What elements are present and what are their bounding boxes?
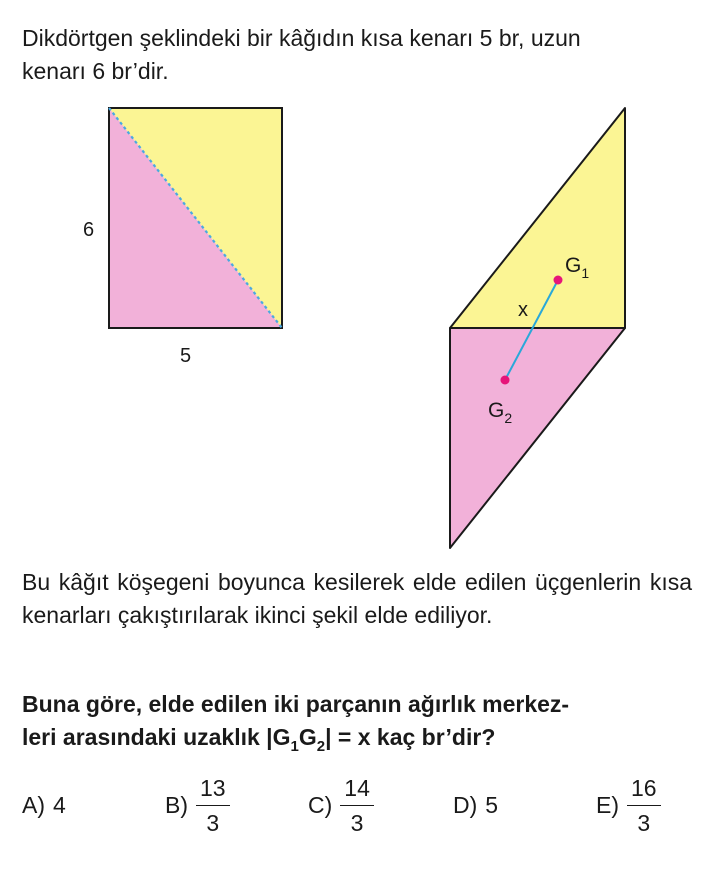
option-e-fraction [627, 774, 661, 837]
question-line-1: Buna göre, elde edilen iki parçanın ağırlık merkez- [22, 691, 570, 717]
question-text [22, 688, 692, 763]
option-a-value: 4 [53, 791, 66, 818]
rectangle-figure [83, 108, 282, 367]
question-line-2-start: leri arasındaki uzaklık |G [22, 724, 291, 750]
option-b-denominator: 3 [206, 809, 220, 836]
pink-triangle [450, 328, 625, 548]
g1-subscript: 1 [581, 265, 590, 281]
option-e-numerator: 16 [627, 774, 661, 806]
g2-subscript: 2 [504, 410, 513, 426]
option-b[interactable] [165, 770, 230, 840]
option-e-label: E) [596, 791, 619, 818]
option-a[interactable] [22, 770, 66, 840]
option-b-fraction [196, 774, 230, 837]
intro-line-1: Dikdörtgen şeklindeki bir kâğıdın kısa kenarı 5 br, uzun [22, 25, 581, 51]
description-text: Bu kâğıt köşegeni boyunca kesilerek elde edilen üçgenlerin kısa kenarları çakıştırılarak ikinci şekil elde ediliyor. [22, 569, 692, 628]
option-d-label: D) [453, 791, 478, 818]
option-c-fraction [340, 774, 374, 837]
option-c-numerator: 14 [340, 774, 374, 806]
option-e[interactable] [596, 770, 661, 840]
question-line-2-end: | = x kaç br’dir? [325, 724, 496, 750]
option-c-label: C) [308, 791, 333, 818]
option-d[interactable] [453, 770, 498, 840]
option-a-label: A) [22, 791, 45, 818]
intro-line-2: kenarı 6 br’dir. [22, 58, 169, 84]
option-c[interactable] [308, 770, 374, 840]
g2-point [501, 376, 510, 385]
option-d-value: 5 [485, 791, 499, 818]
width-label: 5 [180, 345, 192, 367]
question-mid: G [298, 724, 317, 750]
question-sub-2: 2 [316, 738, 326, 755]
g1-point [554, 276, 563, 285]
g1-letter: G [565, 254, 582, 277]
x-label: x [518, 299, 528, 321]
height-label: 6 [83, 219, 95, 241]
option-c-denominator: 3 [350, 809, 364, 836]
g2-letter: G [488, 399, 505, 422]
option-e-denominator: 3 [637, 809, 651, 836]
option-b-label: B) [165, 791, 188, 818]
combined-figure [450, 108, 625, 548]
question-sub-1: 1 [290, 738, 299, 755]
option-b-numerator: 13 [196, 774, 230, 806]
yellow-triangle [450, 108, 625, 328]
